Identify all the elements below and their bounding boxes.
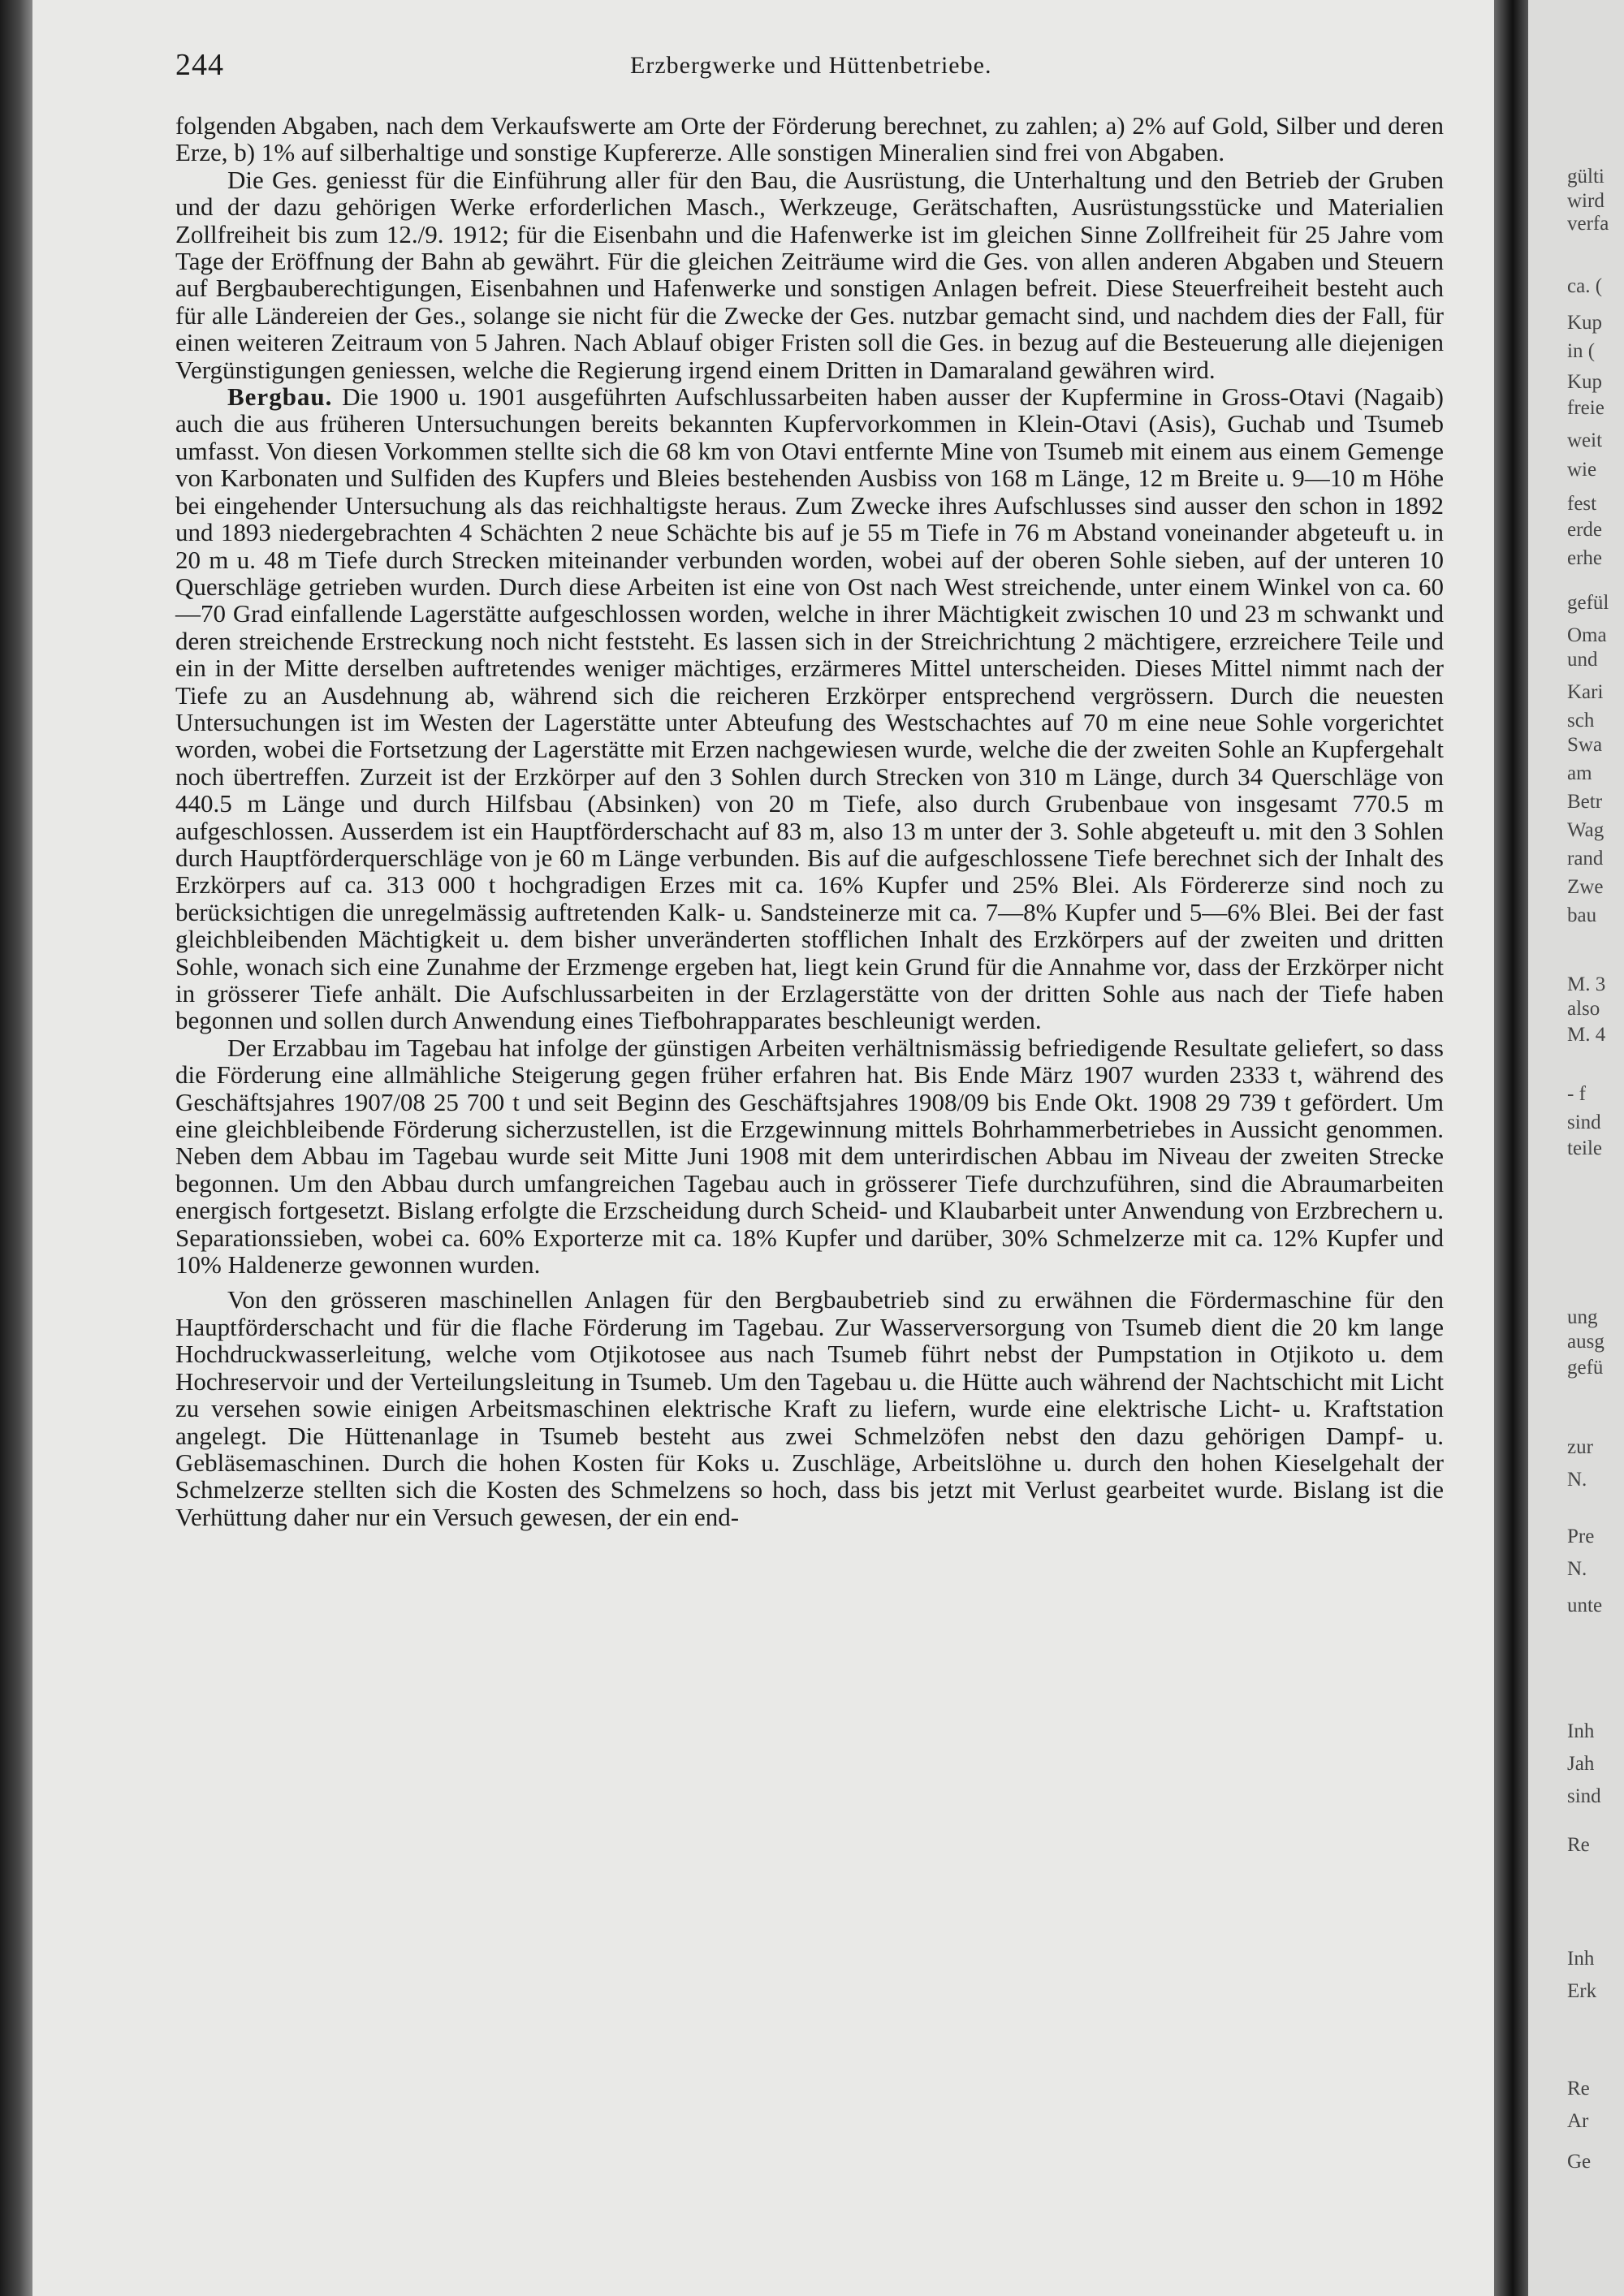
adjacent-page-fragment: Zwe (1567, 876, 1604, 898)
adjacent-page-fragment: M. 3 (1567, 973, 1606, 995)
adjacent-page-fragment: Erk (1567, 1980, 1597, 2002)
adjacent-page-fragment: Swa (1567, 734, 1603, 756)
adjacent-page-fragment: sind (1567, 1111, 1601, 1133)
adjacent-page-fragment: wird (1567, 190, 1605, 212)
adjacent-page-fragment: unte (1567, 1595, 1603, 1616)
adjacent-page-fragment: Re (1567, 1834, 1590, 1856)
adjacent-page-fragment: ca. ( (1567, 275, 1603, 297)
adjacent-page-fragment: gülti (1567, 166, 1605, 188)
adjacent-page-fragment: N. (1567, 1558, 1587, 1580)
adjacent-page-fragment: Kup (1567, 371, 1603, 393)
adjacent-page-fragment: weit (1567, 429, 1603, 451)
adjacent-page-fragment: erde (1567, 519, 1603, 541)
adjacent-page-edge (1528, 0, 1624, 2296)
adjacent-page-fragment: teile (1567, 1137, 1603, 1159)
body-text (175, 112, 1444, 1530)
page-number: 244 (175, 48, 224, 82)
adjacent-page-fragment: sch (1567, 710, 1595, 732)
adjacent-page-fragment: Wag (1567, 819, 1605, 841)
adjacent-page-fragment: rand (1567, 848, 1604, 870)
adjacent-page-fragment: Kari (1567, 681, 1604, 703)
adjacent-page-fragment: und (1567, 649, 1598, 671)
paragraph-bergbau-text: Die 1900 u. 1901 ausgeführten Aufschlussarbeiten haben ausser der Kupfermine in Gross-Otavi (Nagaib) auch die aus früheren Untersuchungen bereits bekannten Kupfervorkommen in Klein-Otavi (Asis), Guchab und Tsumeb umfasst. Von diesen Vorkommen stellte sich die 68 km von Otavi entfernte Mine von Tsumeb mit einem aus einem Gemenge von Karbonaten und Sulfiden des Kupfers und Bleies bestehenden Ausbiss von 168 m Länge, 12 m Breite u. 9—10 m Höhe bei eingehender Untersuchung als das reichhaltigste heraus. Zum Zwecke ihres Aufschlusses sind ausser den schon in 1892 und 1893 niedergebrachten 4 Schächten 2 neue Schächte bis auf je 55 m Tiefe in 76 m Abstand voneinander abgeteuft u. in 20 m u. 48 m Tiefe durch Strecken miteinander verbunden worden, wobei auf der oberen Sohle sieben, auf der unteren 10 Querschläge getrieben wurden. Durch diese Arbeiten ist eine von Ost nach West streichende, unter einem Winkel von ca. 60—70 Grad einfallende Lagerstätte aufgeschlossen worden, welche in ihrer Mächtigkeit zwischen 10 und 23 m schwankt und deren streichende Erstreckung noch nicht feststeht. Es lassen sich in der Streichrichtung 2 mächtigere, erzreichere Teile und ein in der Mitte derselben auftretendes weniger mächtiges, erzärmeres Mittel unterscheiden. Dieses Mittel nimmt nach der Tiefe zu an Ausdehnung ab, während sich die reicheren Erzkörper entsprechend vergrössern. Durch die neuesten Untersuchungen ist im Westen der Lagerstätte unter Abteufung des Westschachtes auf 70 m eine neue Sohle vorgerichtet worden, wobei die Fortsetzung der Lagerstätte mit Erzen nachgewiesen wurde, welche die der zweiten Sohle an Kupfergehalt noch übertreffen. Zurzeit ist der Erzkörper auf den 3 Sohlen durch Strecken von 310 m Länge, durch 34 Querschläge von 440.5 m Länge und durch Hilfsbau (Absinken) von 20 m Tiefe, also durch Grubenbaue von insgesamt 770.5 m aufgeschlossen. Ausserdem ist ein Hauptförderschacht auf 83 m, also 13 m unter der 3. Sohle abgeteuft u. mit den 3 Sohlen durch Hauptförderquerschläge von je 60 m Länge verbunden. Bis auf die aufgeschlossene Tiefe berechnet sich der Inhalt des Erzkörpers auf ca. 313 000 t hochgradigen Erzes mit ca. 16% Kupfer und 25% Blei. Als Fördererze sind noch zu berücksichtigen die unregelmässig auftretenden Kalk- u. Sandsteinerze mit ca. 7—8% Kupfer und 5—6% Blei. Bei der fast gleichbleibenden Mächtigkeit u. dem bisher unveränderten stofflichen Inhalt des Erzkörpers auf der zweiten und dritten Sohle, wonach sich eine Zunahme der Erzmenge ergeben hat, liegt kein Grund für die Annahme vor, dass der Erzkörper nicht in grösserer Tiefe anhält. Die Aufschlussarbeiten in der Erzlagerstätte von der dritten Sohle aus nach der Tiefe haben begonnen und sollen durch Anwendung eines Tiefbohrapparates beschleunigt werden. (175, 382, 1444, 1035)
adjacent-page-fragment: freie (1567, 397, 1605, 419)
paragraph-lead-bergbau: Bergbau. (227, 382, 333, 412)
adjacent-page-fragment: Ge (1567, 2151, 1592, 2173)
adjacent-page-fragment: zur (1567, 1436, 1593, 1458)
adjacent-page-fragment: am (1567, 762, 1592, 784)
running-head: Erzbergwerke und Hüttenbetriebe. (630, 52, 992, 79)
adjacent-page-fragment: gefül (1567, 592, 1609, 614)
adjacent-page-fragment: in ( (1567, 340, 1596, 362)
adjacent-page-fragment: N. (1567, 1469, 1587, 1491)
adjacent-page-fragment: gefü (1567, 1357, 1604, 1379)
adjacent-page-fragment: Ar (1567, 2110, 1589, 2132)
adjacent-page-fragment: fest (1567, 493, 1597, 515)
adjacent-page-fragment: also (1567, 998, 1600, 1020)
adjacent-page-fragment: - f (1567, 1083, 1586, 1105)
adjacent-page-fragment: bau (1567, 904, 1597, 926)
paragraph-bergbau (175, 383, 1444, 1034)
paragraph-anlagen: Von den grösseren maschinellen Anlagen für den Bergbaubetrieb sind zu erwähnen die Fördermaschine für den Hauptförderschacht und für die flache Förderung im Tagebau. Zur Wasserversorgung von Tsumeb dient die 20 km lange Hochdruckwasserleitung, welche vom Otjikotosee aus nach Tsumeb führt nebst der Pumpstation in Otjikoto u. dem Hochreservoir und der Verteilungsleitung in Tsumeb. Um den Tagebau u. die Hütte auch während der Nachtschicht mit Licht zu versehen sowie einigen Arbeitsmaschinen elektrische Kraft zu liefern, wurde eine elektrische Licht- u. Kraftstation angelegt. Die Hüttenanlage in Tsumeb besteht aus zwei Schmelzöfen nebst den dazu gehörigen Dampf- u. Gebläsemaschinen. Durch die hohen Kosten für Koks u. Zuschläge, Arbeitslöhne u. durch den hohen Kieselgehalt der Schmelzerze stellten sich die Kosten des Schmelzens so hoch, dass bis jetzt mit Verlust gearbeitet wurde. Bislang ist die Verhüttung daher nur ein Versuch gewesen, der ein end- (175, 1285, 1444, 1531)
paragraph-erzabbau: Der Erzabbau im Tagebau hat infolge der günstigen Arbeiten verhältnismässig befriedigende Resultate geliefert, so dass die Förderung eine allmähliche Steigerung gegen früher erfahren hat. Bis Ende März 1907 wurden 2333 t, während des Geschäftsjahres 1907/08 25 700 t und seit Beginn des Geschäftsjahres 1908/09 bis Ende Okt. 1908 29 739 t gefördert. Um eine gleichbleibende Förderung sicherzustellen, ist die Erzgewinnung mittels Bohrhammerbetriebes in Aussicht genommen. Neben dem Abbau im Tagebau wurde seit Mitte Juni 1908 mit dem unterirdischen Abbau im Niveau der zweiten Strecke begonnen. Um den Abbau durch umfangreichen Tagebau auch in grösserer Tiefe durchzuführen, sind die Abraumarbeiten energisch fortgesetzt. Bislang erfolgte die Erzscheidung durch Scheid- und Klaubarbeit unter Anwendung von Erzbrechern u. Separationssieben, wobei ca. 60% Exporterze mit ca. 18% Kupfer und darüber, 30% Schmelzerze mit ca. 12% Kupfer und 10% Haldenerze gewonnen wurden. (175, 1033, 1444, 1280)
adjacent-page-fragment: Inh (1567, 1720, 1595, 1742)
adjacent-page-fragment: Pre (1567, 1526, 1595, 1547)
paragraph-taxes: folgenden Abgaben, nach dem Verkaufswerte am Orte der Förderung berechnet, zu zahlen; a) 2% auf Gold, Silber und deren Erze, b) 1% auf silberhaltige und sonstige Kupfererze. Alle sonstigen Mineralien sind frei von Abgaben. (175, 111, 1444, 167)
adjacent-page-fragment: ung (1567, 1306, 1598, 1328)
page-header (175, 47, 1444, 89)
adjacent-page-fragment: ausg (1567, 1331, 1605, 1353)
adjacent-page-fragment: Jah (1567, 1753, 1595, 1775)
adjacent-page-fragment: M. 4 (1567, 1024, 1606, 1046)
page-gutter (1494, 0, 1528, 2296)
adjacent-page-fragment: sind (1567, 1785, 1601, 1807)
adjacent-page-fragment: Inh (1567, 1948, 1595, 1970)
adjacent-page-fragment: verfa (1567, 213, 1609, 235)
adjacent-page-fragment: erhe (1567, 547, 1603, 569)
adjacent-page-fragment: Oma (1567, 624, 1607, 646)
paragraph-customs: Die Ges. geniesst für die Einführung aller für den Bau, die Ausrüstung, die Unterhaltung und den Betrieb der Gruben und der dazu gehörigen Werke erforderlichen Masch., Werkzeuge, Gerätschaften, Ausrüstungsstücke und Materialien Zollfreiheit bis zum 12./9. 1912; für die Eisenbahn und die Hafenwerke ist im gleichen Sinne Zollfreiheit für 25 Jahre vom Tage der Eröffnung der Bahn ab gewährt. Für die gleichen Zeiträume wird die Ges. von allen anderen Abgaben und Steuern auf Bergbauberechtigungen, Eisenbahnen und Hafenwerke und sonstigen Anlagen befreit. Diese Steuerfreiheit besteht auch für alle Ländereien der Ges., solange sie nicht für die Zwecke der Ges. nutzbar gemacht sind, und nachdem dies der Fall, für einen weiteren Zeitraum von 5 Jahren. Nach Ablauf obiger Fristen soll die Ges. in bezug auf die Besteuerung alle diejenigen Vergünstigungen geniessen, welche die Regierung irgend einem Dritten in Damaraland gewähren wird. (175, 165, 1444, 384)
adjacent-page-fragment: wie (1567, 459, 1597, 481)
adjacent-page-fragment: Re (1567, 2078, 1590, 2100)
adjacent-page-fragment: Betr (1567, 791, 1603, 813)
book-page (32, 0, 1494, 2296)
adjacent-page-fragment: Kup (1567, 312, 1603, 334)
book-binding-shadow (0, 0, 32, 2296)
